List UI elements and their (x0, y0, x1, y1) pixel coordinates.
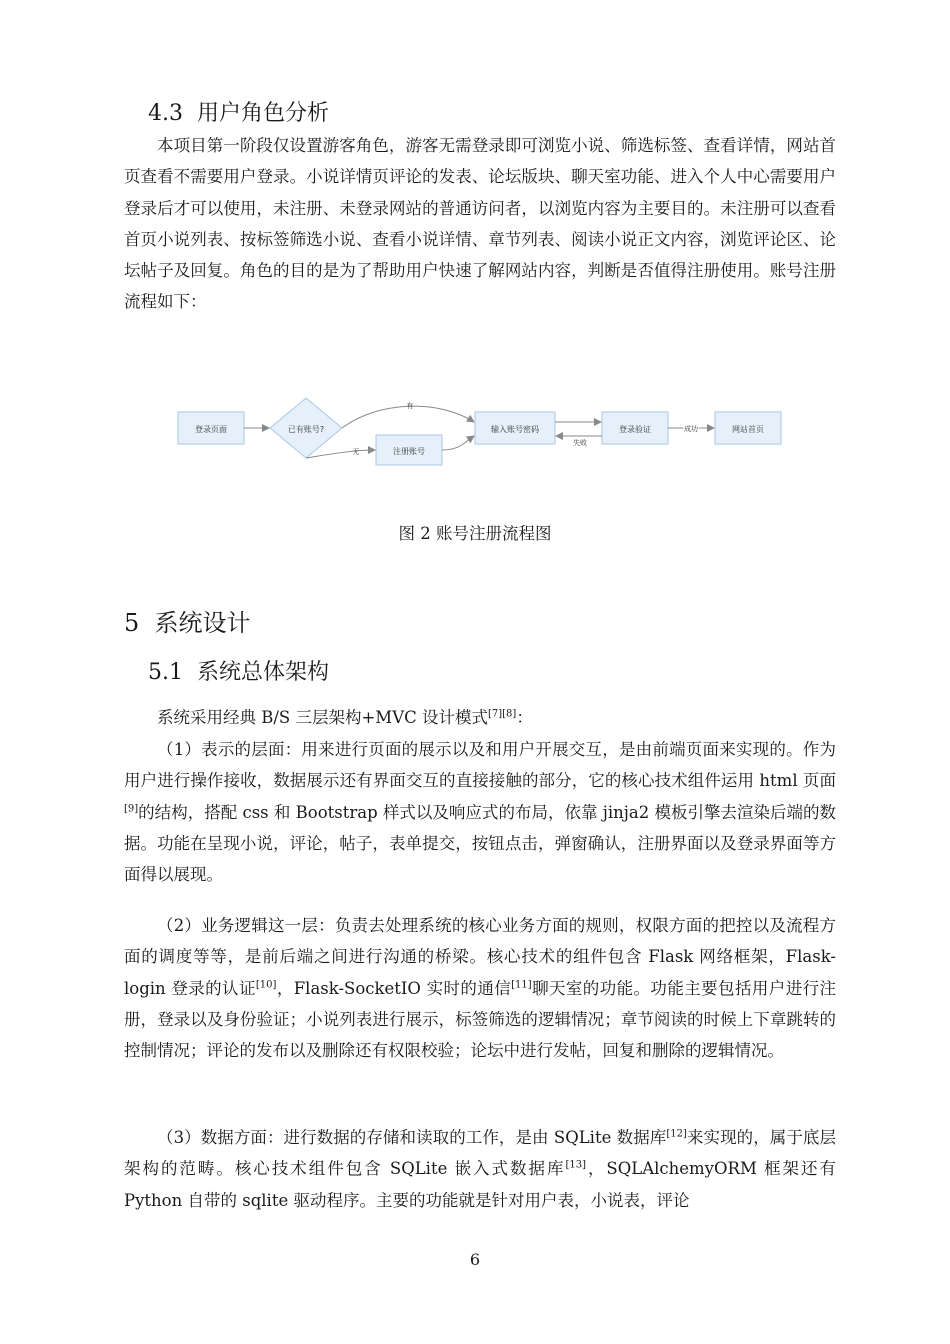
edge-no (306, 450, 375, 458)
citation: [11] (511, 979, 532, 991)
node-login-page-label: 登录页面 (195, 425, 227, 434)
paragraph-roles: 本项目第一阶段仅设置游客角色，游客无需登录即可浏览小说、筛选标签、查看详情，网站首页查看不需要用户登录。小说详情页评论的发表、论坛版块、聊天室功能、进入个人中心需要用户登录后才可以使用，未注册、未登录网站的普通访问者，以浏览内容为主要目的。未注册可以查看首页小说列表、按标签筛选小说、查看小说详情、章节列表、阅读小说正文内容，浏览评论区、论坛帖子及回复。角色的目的是为了帮助用户快速了解网站内容，判断是否值得注册使用。账号注册流程如下： (124, 136, 836, 312)
text-part: 来实现的，属于底层架构的范畴。核心技术组件包含 SQLite 嵌入式数据库 (124, 1128, 837, 1179)
text-part: 聊天室的功能。功能主要包括用户进行注册，登录以及身份验证；小说列表进行展示，标签筛选的逻辑情况；章节阅读的时候上下章跳转的控制情况；评论的发布以及删除还有权限校验；论坛中进行发帖，回复和删除的逻辑情况。 (124, 978, 837, 1061)
text-part: ，Flask-SocketIO 实时的通信 (276, 978, 512, 998)
edge-no-label: 无 (352, 448, 360, 456)
section-number: 5.1 (148, 660, 183, 685)
edge-yes-label: 有 (406, 402, 414, 410)
edge-register-to-input (442, 436, 474, 450)
text-part: （2）业务逻辑这一层：负责去处理系统的核心业务方面的规则，权限方面的把控以及流程方面的调度等等，是前后端之间进行沟通的桥梁。核心技术的组件包含 Flask 网络框架，Flask-login 登录的认证 (124, 916, 836, 998)
paragraph-presentation-layer (124, 734, 836, 890)
edge-fail-label: 失败 (573, 439, 587, 447)
section-heading-4-3 (148, 96, 329, 127)
chapter-heading-5 (124, 603, 251, 638)
section-title: 系统总体架构 (197, 660, 330, 685)
chapter-number: 5 (124, 609, 140, 637)
text-part: （1）表示的层面：用来进行页面的展示以及和用户开展交互，是由前端页面来实现的。作为用户进行操作接收，数据展示还有界面交互的直接接触的部分，它的核心技术组件运用 html 页面 (124, 740, 836, 791)
node-login-verify-label: 登录验证 (619, 425, 651, 434)
citation: [13] (565, 1159, 586, 1171)
registration-flowchart (170, 390, 790, 480)
page-number: 6 (469, 1250, 481, 1269)
section-heading-5-1 (148, 655, 329, 686)
node-has-account-label: 已有账号? (287, 425, 325, 434)
citation: [7][8] (487, 708, 517, 720)
citation: [12] (666, 1128, 687, 1140)
figure-caption: 图 2 账号注册流程图 (398, 524, 552, 543)
node-register-label: 注册账号 (393, 447, 425, 456)
citation: [9] (124, 803, 139, 815)
paragraph-data-layer (124, 1122, 836, 1216)
intro-text: 系统采用经典 B/S 三层架构+MVC 设计模式 (157, 708, 488, 727)
section-number: 4.3 (148, 101, 183, 126)
text-part: （3）数据方面：进行数据的存储和读取的工作，是由 SQLite 数据库 (157, 1128, 667, 1147)
text-part: 的结构，搭配 css 和 Bootstrap 样式以及响应式的布局，依靠 jinja2 模板引擎去渲染后端的数据。功能在呈现小说，评论，帖子，表单提交，按钮点击，弹窗确认，注册界面以及登录界面等方面得以展现。 (124, 802, 836, 885)
paragraph-intro (124, 702, 836, 733)
paragraph-business-layer (124, 910, 836, 1066)
node-input-password-label: 输入账号密码 (491, 425, 539, 434)
chapter-title: 系统设计 (154, 609, 251, 637)
section-title: 用户角色分析 (197, 101, 330, 126)
citation: [10] (255, 979, 277, 991)
edge-success-label: 成功 (684, 425, 698, 433)
text-part: ，SQLAlchemyORM 框架还有 Python 自带的 sqlite 驱动程序。主要的功能就是针对用户表，小说表，评论 (124, 1159, 836, 1210)
intro-tail: ： (516, 708, 533, 727)
node-home-label: 网站首页 (732, 425, 764, 434)
